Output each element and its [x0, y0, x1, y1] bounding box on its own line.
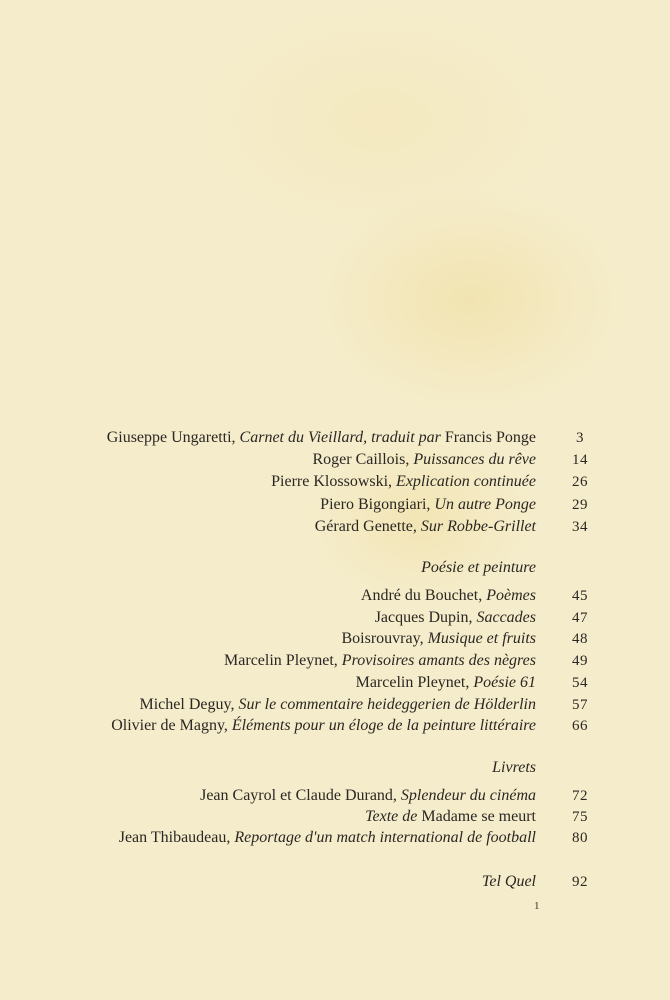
- author: Boisrouvray,: [341, 630, 424, 647]
- author: Jean Cayrol et Claude Durand,: [200, 787, 397, 804]
- toc-entry-text: [320, 494, 536, 516]
- work-title: Explication continuée: [396, 473, 536, 490]
- page-number: 72: [572, 788, 588, 804]
- toc-entry: [0, 806, 670, 828]
- author: Pierre Klossowski,: [271, 473, 393, 490]
- author: Piero Bigongiari,: [320, 496, 431, 513]
- work-title: Saccades: [476, 609, 536, 626]
- section-heading-row: [0, 757, 670, 779]
- work-title: Éléments pour un éloge de la peinture littéraire: [231, 717, 536, 734]
- page-number: 45: [572, 588, 588, 604]
- page-number: 14: [572, 452, 588, 468]
- page-number: 75: [572, 809, 588, 825]
- page-number: 80: [572, 830, 588, 846]
- toc-entry-text: [224, 650, 536, 672]
- author: Marcelin Pleynet,: [355, 674, 470, 691]
- work-title: Reportage d'un match international de football: [234, 829, 536, 846]
- toc-entry: [0, 650, 670, 672]
- toc-entry: [0, 694, 670, 716]
- author: André du Bouchet,: [360, 587, 483, 604]
- toc-entry-text: [356, 672, 536, 694]
- page-number: 66: [572, 718, 588, 734]
- toc-entry: [0, 585, 670, 607]
- work-title: Provisoires amants des nègres: [341, 652, 536, 669]
- toc-entry: [0, 471, 670, 493]
- author: Marcelin Pleynet,: [224, 652, 338, 669]
- page-number: 26: [572, 474, 588, 490]
- toc-entry: [0, 871, 670, 893]
- work-title: Sur Robbe-Grillet: [420, 518, 536, 535]
- page-number: 29: [572, 497, 588, 513]
- author: Michel Deguy,: [139, 696, 235, 713]
- toc-entry-text: [315, 516, 536, 538]
- toc-entry-text: [482, 871, 536, 893]
- work-title: Puissances du rêve: [413, 451, 536, 468]
- work-title: Splendeur du cinéma: [400, 787, 536, 804]
- work-title: Un autre Ponge: [434, 496, 536, 513]
- translator-note: traduit par: [371, 429, 441, 446]
- work-title: Musique et fruits: [427, 630, 536, 647]
- toc-entry-text: [365, 806, 536, 828]
- work-title: Sur le commentaire heideggerien de Hölderlin: [238, 696, 536, 713]
- page-number: 57: [572, 697, 588, 713]
- author: Jean Thibaudeau,: [118, 829, 231, 846]
- toc-entry-text: [107, 427, 536, 449]
- toc-entry: [0, 427, 670, 449]
- author: Jacques Dupin,: [374, 609, 473, 626]
- work-title: Carnet du Vieillard,: [239, 429, 368, 446]
- toc-entry: [0, 449, 670, 471]
- toc-entry-text: [140, 694, 537, 716]
- page-number: 92: [572, 874, 588, 890]
- toc-entry: [0, 785, 670, 807]
- toc-entry: [0, 672, 670, 694]
- section-heading: Poésie et peinture: [421, 559, 536, 576]
- section-heading: Livrets: [492, 759, 536, 776]
- toc-entry-text: [342, 628, 537, 650]
- page-number: 47: [572, 610, 588, 626]
- toc-entry-text: [361, 585, 536, 607]
- text-of-label: Texte de: [365, 808, 418, 825]
- page-number: 48: [572, 631, 588, 647]
- toc-entry: [0, 607, 670, 629]
- author: Giuseppe Ungaretti,: [106, 429, 236, 446]
- page-number: 3: [576, 430, 584, 446]
- page-number: 34: [572, 519, 588, 535]
- page-number: 49: [572, 653, 588, 669]
- toc-entry-text: [271, 471, 536, 493]
- author: Olivier de Magny,: [111, 717, 228, 734]
- toc-entry-text: [119, 827, 536, 849]
- translator: Francis Ponge: [444, 429, 536, 446]
- toc-entry: [0, 628, 670, 650]
- work-title: Poésie 61: [473, 674, 536, 691]
- toc-entry-text: [375, 607, 536, 629]
- work-title: Tel Quel: [481, 873, 536, 890]
- work-title: Poèmes: [486, 587, 536, 604]
- toc-entry: [0, 715, 670, 737]
- author: Gérard Genette,: [314, 518, 417, 535]
- work-title: Madame se meurt: [421, 808, 536, 825]
- toc-entry: [0, 494, 670, 516]
- folio-number: 1: [534, 900, 540, 912]
- page-number: 54: [572, 675, 588, 691]
- toc-entry-text: [200, 785, 536, 807]
- toc-entry-text: [312, 449, 536, 471]
- toc-entry: [0, 516, 670, 538]
- author: Roger Caillois,: [312, 451, 410, 468]
- toc-entry-text: [111, 715, 536, 737]
- section-heading-row: [0, 557, 670, 579]
- toc-entry: [0, 827, 670, 849]
